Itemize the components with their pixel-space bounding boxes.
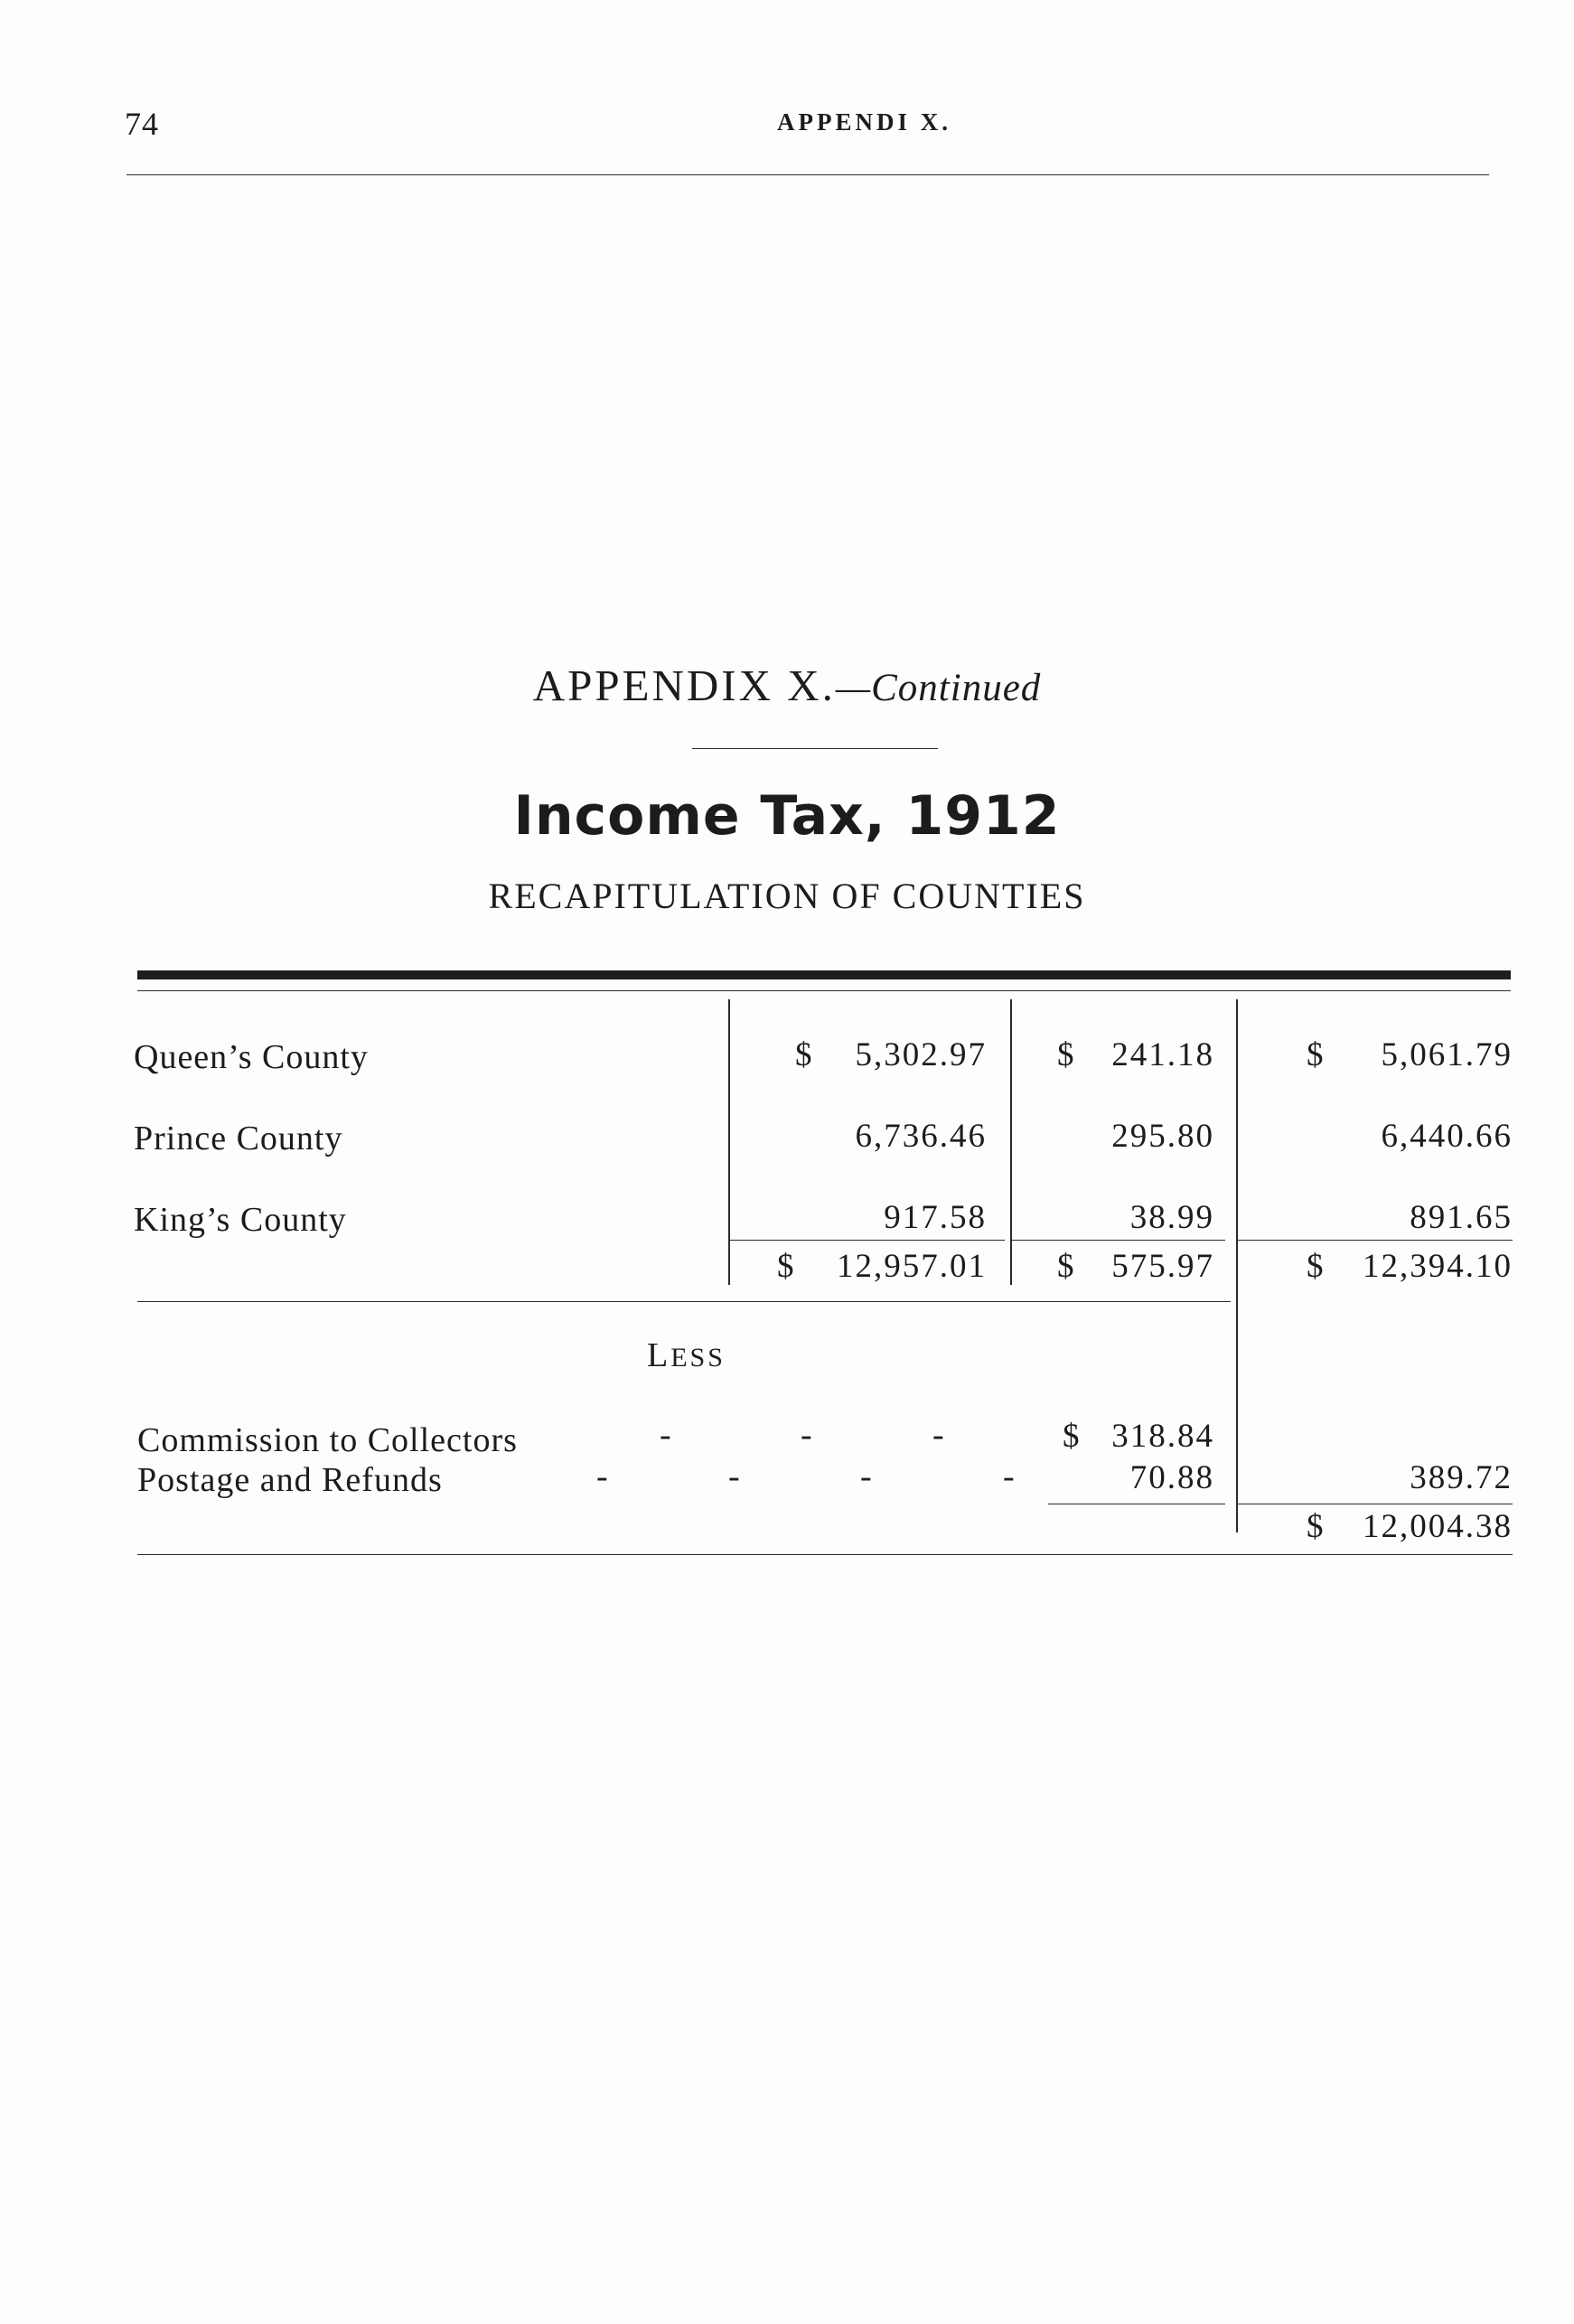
county-col3-value: 891.65 — [1410, 1199, 1513, 1236]
page-number: 74 — [125, 106, 159, 142]
column-divider-2 — [1010, 999, 1012, 1285]
col2-sum-rule — [1012, 1240, 1225, 1241]
currency-symbol: $ — [795, 1036, 812, 1073]
leader-dash: - — [801, 1416, 812, 1454]
deduction-amount: 318.84 — [1111, 1418, 1214, 1455]
deduction-amount: 70.88 — [1129, 1459, 1214, 1496]
county-col1-value: 917.58 — [884, 1199, 987, 1236]
total-col2-value: 575.97 — [1111, 1248, 1214, 1285]
county-col3-value: 5,061.79 — [1381, 1036, 1513, 1073]
appendix-title — [0, 660, 1574, 711]
currency-symbol: $ — [1057, 1036, 1074, 1073]
leader-dash: - — [932, 1416, 944, 1454]
leader-dash: - — [660, 1416, 671, 1454]
leader-dash: - — [728, 1457, 740, 1495]
total-col3-value: 12,394.10 — [1363, 1248, 1513, 1285]
col1-sum-rule — [730, 1240, 1005, 1241]
currency-symbol: $ — [777, 1248, 794, 1285]
county-col3-value: 6,440.66 — [1381, 1118, 1513, 1155]
appendix-label: APPENDIX X. — [532, 661, 836, 710]
table-top-thick-rule — [137, 970, 1511, 979]
county-col2-value: 295.80 — [1111, 1118, 1214, 1155]
county-col1-value: 6,736.46 — [855, 1118, 987, 1155]
deduction-label: Postage and Refunds — [137, 1461, 443, 1499]
net-total: 12,004.38 — [1363, 1508, 1513, 1545]
section-rule — [137, 1301, 1231, 1302]
running-title: APPENDI X. — [777, 108, 951, 136]
county-name: Queen’s County — [134, 1038, 369, 1076]
deduction-total: 389.72 — [1410, 1459, 1513, 1496]
county-col2-value: 241.18 — [1111, 1036, 1214, 1073]
currency-symbol: $ — [1307, 1036, 1324, 1073]
currency-symbol: $ — [1307, 1248, 1324, 1285]
page-title: Income Tax, 1912 — [513, 784, 1061, 848]
col3-sum-rule — [1238, 1240, 1513, 1241]
less-heading-rest: ESS — [670, 1343, 726, 1373]
county-name: King’s County — [134, 1201, 347, 1239]
currency-symbol: $ — [1307, 1508, 1324, 1545]
currency-symbol: $ — [1057, 1248, 1074, 1285]
title-rule — [692, 748, 938, 749]
table-bottom-rule — [137, 1554, 1513, 1555]
leader-dash: - — [596, 1457, 608, 1495]
leader-dash: - — [1003, 1457, 1015, 1495]
deduction-label: Commission to Collectors — [137, 1421, 518, 1459]
county-col2-value: 38.99 — [1129, 1199, 1214, 1236]
county-name: Prince County — [134, 1120, 343, 1157]
column-divider-1 — [728, 999, 730, 1285]
county-col1-value: 5,302.97 — [855, 1036, 987, 1073]
leader-dash: - — [860, 1457, 872, 1495]
page-subtitle: RECAPITULATION OF COUNTIES — [488, 876, 1086, 916]
appendix-continued: —Continued — [835, 667, 1042, 709]
table-top-thin-rule — [137, 990, 1511, 991]
total-col1-value: 12,957.01 — [837, 1248, 987, 1285]
less-heading: LESS — [647, 1336, 726, 1374]
currency-symbol: $ — [1063, 1418, 1080, 1455]
header-rule — [126, 174, 1489, 175]
column-divider-3 — [1236, 999, 1238, 1532]
